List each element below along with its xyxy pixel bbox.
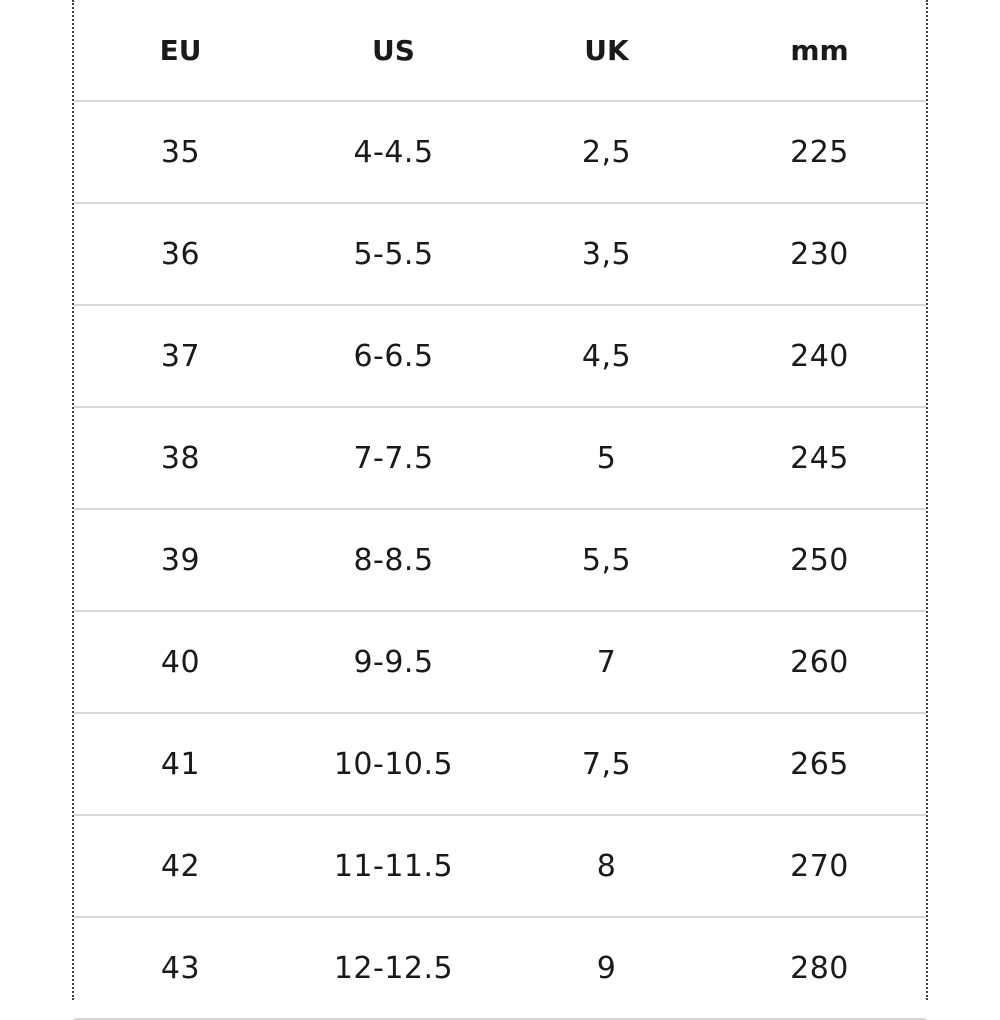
cell-mm: 250: [713, 509, 926, 611]
cell-mm: 280: [713, 917, 926, 1019]
cell-eu: 37: [74, 305, 287, 407]
cell-eu: 41: [74, 713, 287, 815]
cell-us: 12-12.5: [287, 917, 500, 1019]
table-row: [74, 509, 926, 611]
cell-us: 5-5.5: [287, 203, 500, 305]
cell-mm: 240: [713, 305, 926, 407]
cell-uk: 8: [500, 815, 713, 917]
cell-eu: 38: [74, 407, 287, 509]
cell-us: 11-11.5: [287, 815, 500, 917]
cell-uk: 4,5: [500, 305, 713, 407]
cell-mm: 230: [713, 203, 926, 305]
table-row: [74, 917, 926, 1019]
header-us: US: [287, 0, 500, 101]
size-chart-frame: [72, 0, 928, 1000]
table-row: [74, 305, 926, 407]
cell-mm: 265: [713, 713, 926, 815]
cell-us: 8-8.5: [287, 509, 500, 611]
cell-uk: 7,5: [500, 713, 713, 815]
header-mm: mm: [713, 0, 926, 101]
header-row: [74, 0, 926, 101]
cell-mm: 225: [713, 101, 926, 203]
cell-mm: 270: [713, 815, 926, 917]
cell-us: 6-6.5: [287, 305, 500, 407]
table-row: [74, 611, 926, 713]
cell-eu: 40: [74, 611, 287, 713]
table-row: [74, 407, 926, 509]
header-uk: UK: [500, 0, 713, 101]
cell-us: 4-4.5: [287, 101, 500, 203]
table-row: [74, 101, 926, 203]
cell-uk: 5,5: [500, 509, 713, 611]
cell-uk: 3,5: [500, 203, 713, 305]
cell-mm: 260: [713, 611, 926, 713]
cell-uk: 2,5: [500, 101, 713, 203]
cell-eu: 43: [74, 917, 287, 1019]
cell-mm: 245: [713, 407, 926, 509]
cell-uk: 7: [500, 611, 713, 713]
cell-eu: 42: [74, 815, 287, 917]
cell-uk: 5: [500, 407, 713, 509]
cell-uk: 9: [500, 917, 713, 1019]
cell-us: 7-7.5: [287, 407, 500, 509]
cell-eu: 35: [74, 101, 287, 203]
cell-us: 9-9.5: [287, 611, 500, 713]
cell-eu: 39: [74, 509, 287, 611]
table-row: [74, 815, 926, 917]
header-eu: EU: [74, 0, 287, 101]
table-row: [74, 203, 926, 305]
cell-us: 10-10.5: [287, 713, 500, 815]
cell-eu: 36: [74, 203, 287, 305]
table-row: [74, 713, 926, 815]
size-chart-table: [74, 0, 926, 1020]
